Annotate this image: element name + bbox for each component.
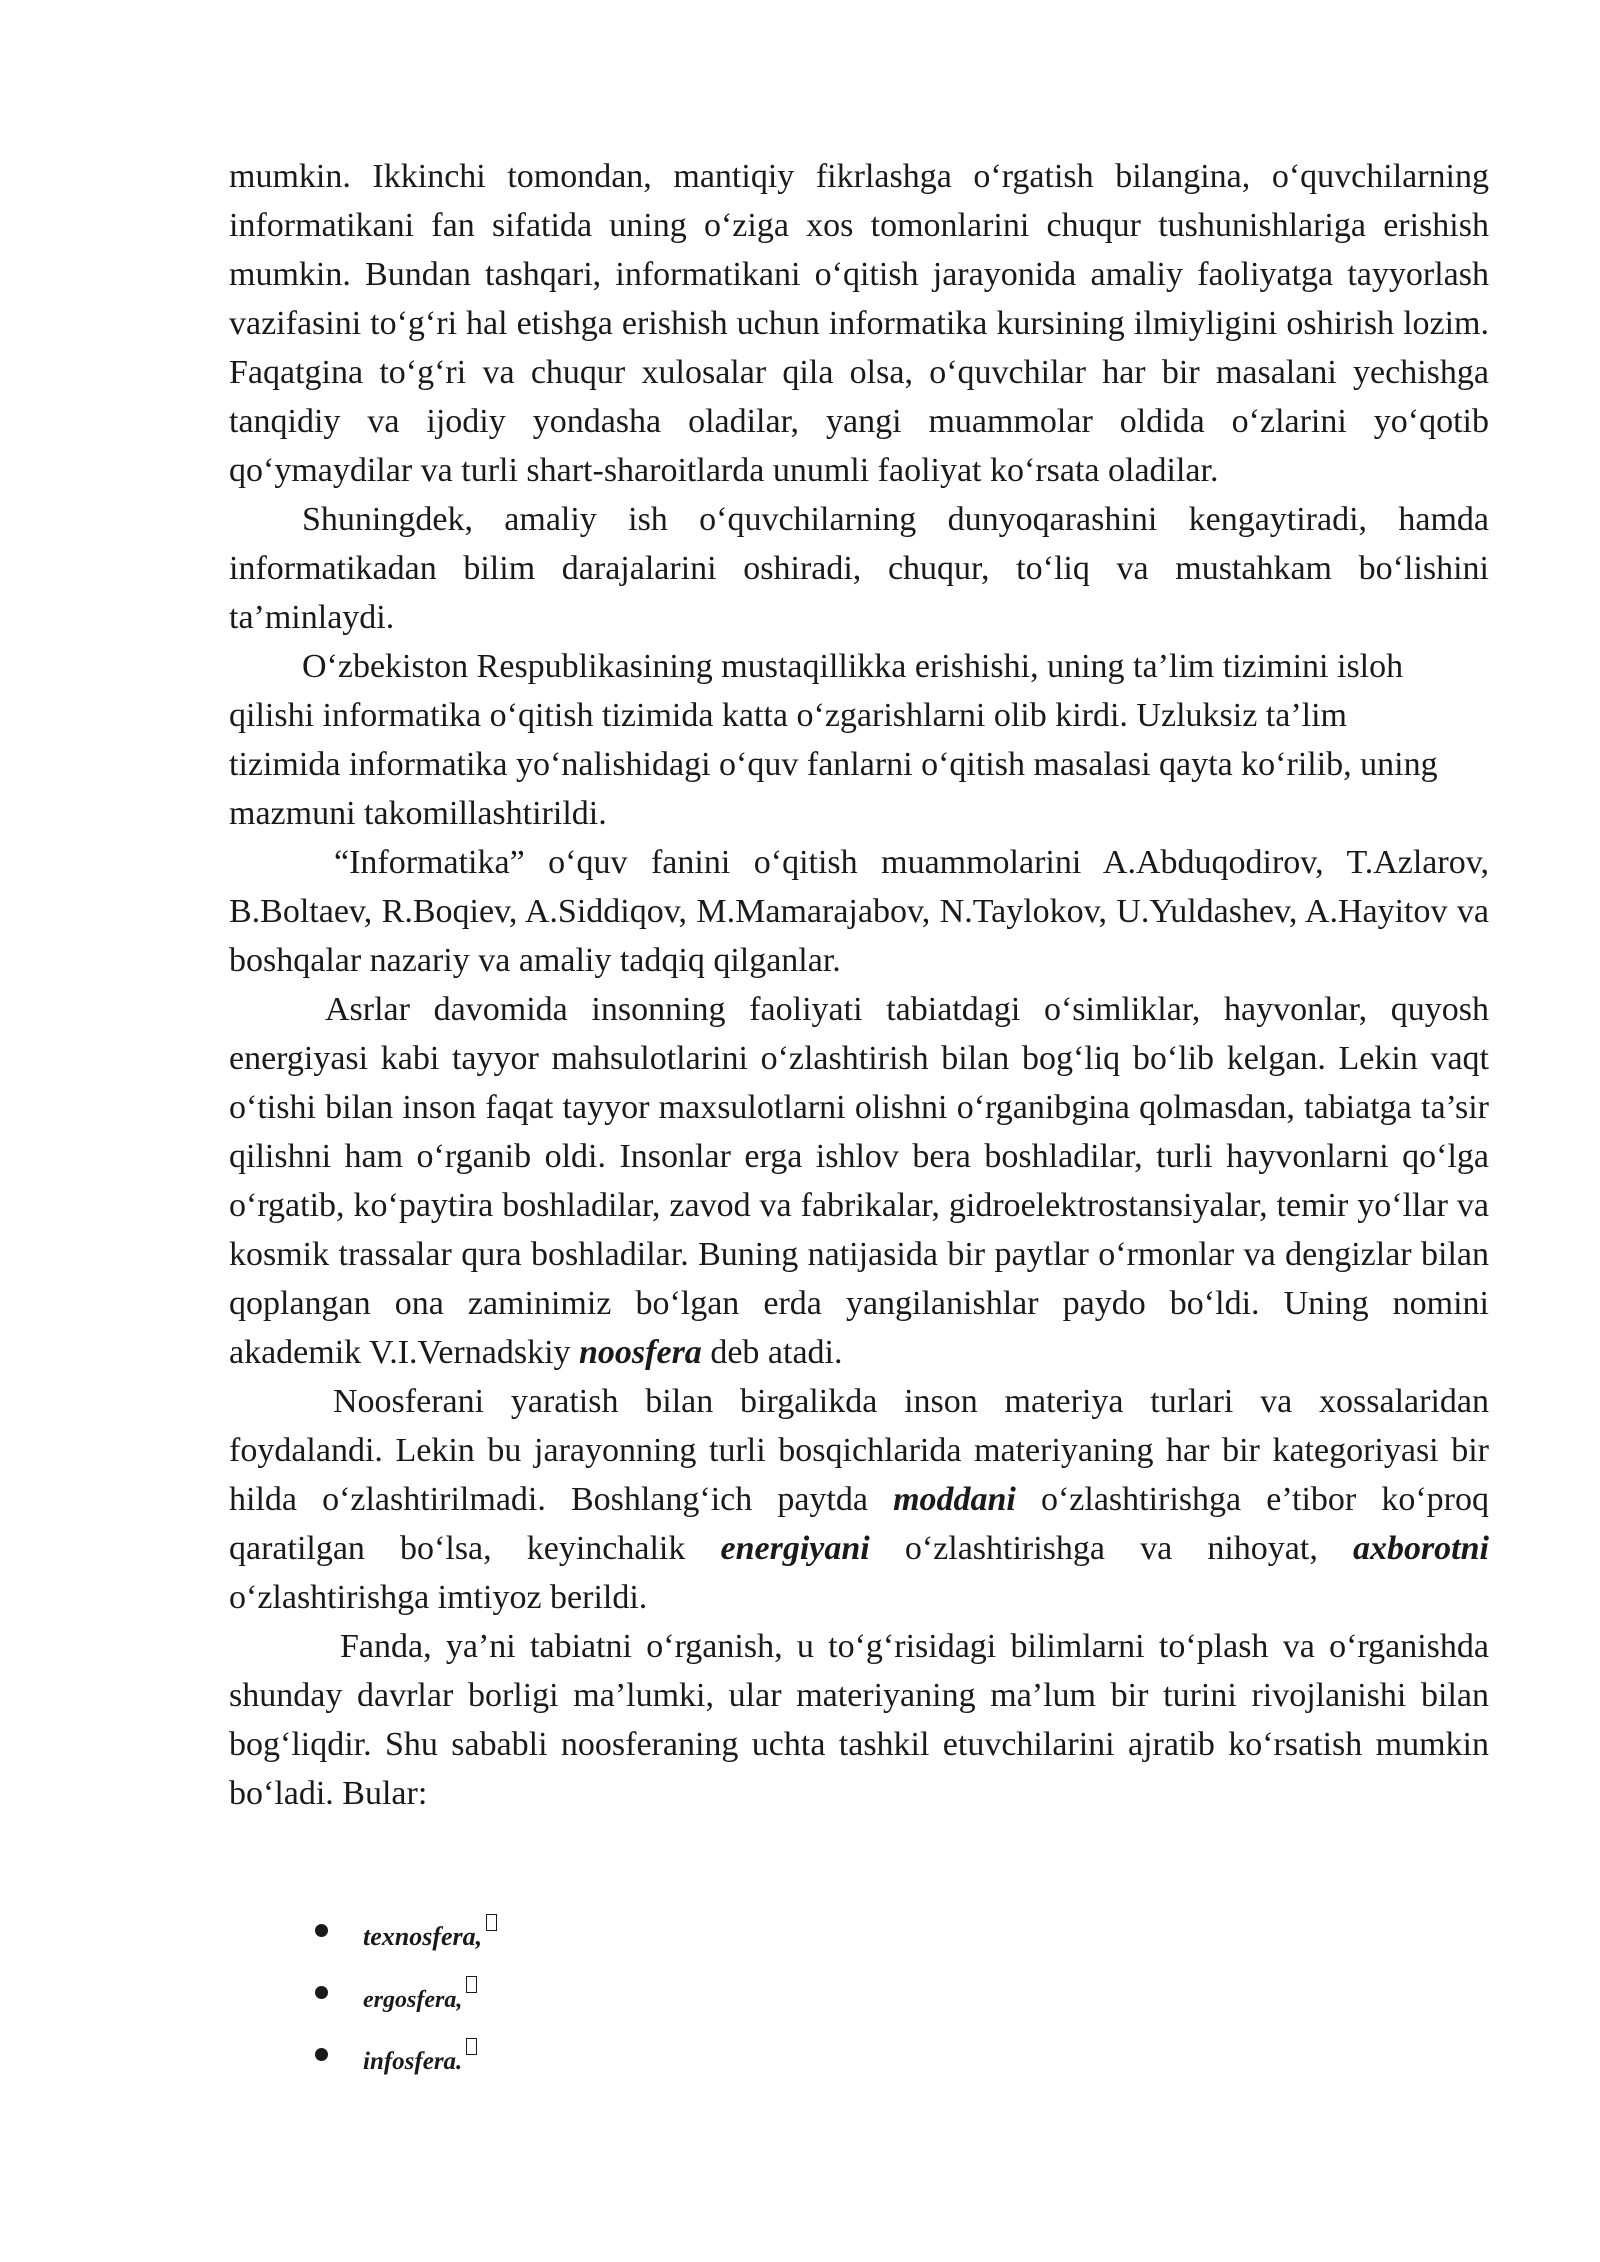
missing-glyph-icon	[486, 1914, 497, 1931]
term-axborotni: axborotni	[1352, 1530, 1489, 1567]
paragraph-2: Shuningdek, amaliy ish o‘quvchilarning dunyoqarashini kengaytiradi, hamda informatikadan bilim darajalarini oshiradi, chuqur, to‘liq va mustahkam bo‘lishini ta’minlaydi.	[229, 501, 1489, 636]
body-text	[229, 152, 1489, 1818]
paragraph-6-text-c: o‘zlashtirishga va nihoyat,	[869, 1530, 1353, 1567]
term-moddani: moddani	[893, 1481, 1016, 1518]
bullet-dot-icon	[315, 1924, 328, 1937]
bullet-dot-icon	[315, 2048, 328, 2061]
bullet-dot-icon	[315, 1986, 328, 1999]
term-energiyani: energiyani	[720, 1530, 870, 1567]
bullet-text-texnosfera: texnosfera,	[363, 1922, 483, 1951]
paragraph-5-text-b: deb atadi.	[701, 1334, 843, 1371]
paragraph-1: mumkin. Ikkinchi tomondan, mantiqiy fikrlashga o‘rgatish bilangina, o‘quvchilarning informatikani fan sifatida uning o‘ziga xos tomonlarini chuqur tushunishlariga erishish mumkin. Bundan tashqari, informatikani o‘qitish jarayonida amaliy faoliyatga tayyorlash vazifasini to‘g‘ri hal etishga erishish uchun informatika kursining ilmiyligini oshirish lozim. Faqatgina to‘g‘ri va chuqur xulosalar qila olsa, o‘quvchilar har bir masalani yechishga tanqidiy va ijodiy yondasha oladilar, yangi muammolar oldida o‘zlarini yo‘qotib qo‘ymaydilar va turli shart-sharoitlarda unumli faoliyat ko‘rsata oladilar.	[229, 158, 1489, 489]
paragraph-4: “Informatika” o‘quv fanini o‘qitish muammolarini A.Abduqodirov, T.Azlarov, B.Boltaev, R.Boqiev, A.Siddiqov, M.Mamarajabov, N.Taylokov, U.Yuldashev, A.Hayitov va boshqalar nazariy va amaliy tadqiq qilganlar.	[229, 844, 1489, 979]
paragraph-7: Fanda, ya’ni tabiatni o‘rganish, u to‘g‘risidagi bilimlarni to‘plash va o‘rganishda shunday davrlar borligi ma’lumki, ular materiyaning ma’lum bir turini rivojlanishi bilan bog‘liqdir. Shu sababli noosferaning uchta tashkil etuvchilarini ajratib ko‘rsatish mumkin bo‘ladi. Bular:	[229, 1628, 1489, 1812]
paragraph-6-text-a: Noosferani yaratish bilan birgalikda inson materiya turlari va xossalaridan foydalandi. Lekin bu jarayonning turli bosqichlarida materiyaning har bir kategoriyasi bir hilda o‘zlashtirilmadi. Boshlang‘ich paytda	[229, 1383, 1489, 1518]
paragraph-3: O‘zbekiston Respublikasining mustaqillikka erishishi, uning ta’lim tizimini isloh qilishi informatika o‘qitish tizimida katta o‘zgarishlarni olib kirdi. Uzluksiz ta’lim tizimida informatika yo‘nalishidagi o‘quv fanlarni o‘qitish masalasi qayta ko‘rilib, uning mazmuni takomillashtirildi.	[229, 648, 1438, 832]
missing-glyph-icon	[466, 1976, 477, 1993]
paragraph-5	[229, 985, 1489, 1377]
paragraph-6-text-d: o‘zlashtirishga imtiyoz berildi.	[229, 1579, 648, 1616]
missing-glyph-icon	[466, 2038, 477, 2055]
paragraph-6	[229, 1377, 1489, 1622]
paragraph-5-text-a: Asrlar davomida insonning faoliyati tabiatdagi o‘simliklar, hayvonlar, quyosh energiyasi kabi tayyor mahsulotlarini o‘zlashtirish bilan bog‘liq bo‘lib kelgan. Lekin vaqt o‘tishi bilan inson faqat tayyor maxsulotlarni olishni o‘rganibgina qolmasdan, tabiatga ta’sir qilishni ham o‘rganib oldi. Insonlar erga ishlov bera boshladilar, turli hayvonlarni qo‘lga o‘rgatib, ko‘paytira boshladilar, zavod va fabrikalar, gidroelektrostansiyalar, temir yo‘llar va kosmik trassalar qura boshladilar. Buning natijasida bir paytlar o‘rmonlar va dengizlar bilan qoplangan ona zaminimiz bo‘lgan erda yangilanishlar paydo bo‘ldi. Uning nomini akademik V.I.Vernadskiy	[229, 991, 1489, 1371]
bullet-text-infosfera: infosfera.	[363, 2048, 463, 2075]
term-noosfera: noosfera	[579, 1334, 702, 1371]
paragraph-6-text-b: o‘zlashtirishga e’tibor ko‘proq qaratilgan bo‘lsa, keyinchalik	[229, 1481, 1489, 1567]
bullet-text-ergosfera: ergosfera,	[363, 1987, 463, 2013]
